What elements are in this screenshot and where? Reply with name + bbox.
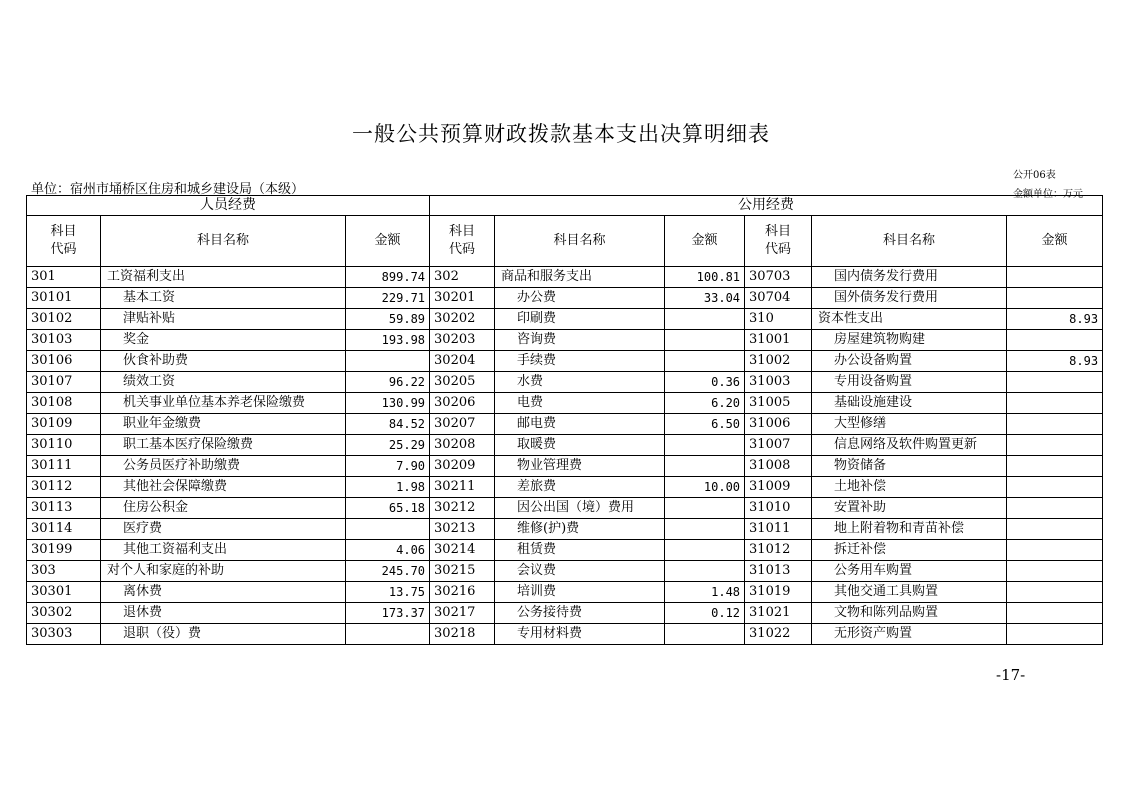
subject-name: 绩效工资 [101,372,346,393]
subject-code: 30215 [430,561,495,582]
subject-code: 30213 [430,519,495,540]
amount [665,309,745,330]
amount: 33.04 [665,288,745,309]
table-row [27,519,1103,540]
subject-name: 文物和陈列品购置 [812,603,1007,624]
subject-code: 30108 [27,393,101,414]
amount [665,456,745,477]
subject-code: 30111 [27,456,101,477]
amount [665,351,745,372]
amount: 229.71 [346,288,430,309]
subject-name: 无形资产购置 [812,624,1007,645]
group-public: 公用经费 [430,196,1103,216]
subject-name: 对个人和家庭的补助 [101,561,346,582]
subject-name: 基础设施建设 [812,393,1007,414]
subject-code: 31021 [745,603,812,624]
subject-code: 30208 [430,435,495,456]
amount [1007,498,1103,519]
subject-name: 住房公积金 [101,498,346,519]
amount: 0.12 [665,603,745,624]
subject-code: 30301 [27,582,101,603]
amount: 6.50 [665,414,745,435]
subject-name: 培训费 [495,582,665,603]
subject-code: 30109 [27,414,101,435]
subject-name: 专用设备购置 [812,372,1007,393]
header-amount: 金额 [1007,216,1103,267]
amount [1007,624,1103,645]
amount [1007,540,1103,561]
header-name: 科目名称 [812,216,1007,267]
table-row [27,540,1103,561]
amount [346,519,430,540]
subject-name: 专用材料费 [495,624,665,645]
subject-name: 资本性支出 [812,309,1007,330]
subject-name: 其他社会保障缴费 [101,477,346,498]
subject-code: 30113 [27,498,101,519]
amount: 13.75 [346,582,430,603]
amount: 65.18 [346,498,430,519]
table-row [27,267,1103,288]
subject-code: 30102 [27,309,101,330]
subject-code: 31011 [745,519,812,540]
header-amount: 金额 [346,216,430,267]
subject-code: 31002 [745,351,812,372]
amount [1007,435,1103,456]
amount [665,435,745,456]
subject-code: 30103 [27,330,101,351]
subject-code: 31006 [745,414,812,435]
subject-code: 301 [27,267,101,288]
table-row [27,372,1103,393]
subject-name: 其他工资福利支出 [101,540,346,561]
subject-name: 其他交通工具购置 [812,582,1007,603]
amount [1007,393,1103,414]
amount: 8.93 [1007,309,1103,330]
amount: 59.89 [346,309,430,330]
subject-name: 伙食补助费 [101,351,346,372]
subject-name: 拆迁补偿 [812,540,1007,561]
subject-name: 信息网络及软件购置更新 [812,435,1007,456]
amount [1007,414,1103,435]
amount: 899.74 [346,267,430,288]
amount [1007,603,1103,624]
table-row [27,624,1103,645]
amount: 193.98 [346,330,430,351]
amount [1007,561,1103,582]
subject-code: 30209 [430,456,495,477]
amount: 245.70 [346,561,430,582]
subject-name: 工资福利支出 [101,267,346,288]
subject-code: 30203 [430,330,495,351]
subject-code: 310 [745,309,812,330]
subject-name: 公务接待费 [495,603,665,624]
amount: 25.29 [346,435,430,456]
subject-name: 物资储备 [812,456,1007,477]
subject-name: 土地补偿 [812,477,1007,498]
table-row [27,498,1103,519]
subject-code: 30214 [430,540,495,561]
subject-code: 31013 [745,561,812,582]
amount: 6.20 [665,393,745,414]
subject-name: 会议费 [495,561,665,582]
table-row [27,309,1103,330]
subject-code: 31001 [745,330,812,351]
amount [346,351,430,372]
subject-code: 30303 [27,624,101,645]
subject-name: 津贴补贴 [101,309,346,330]
subject-code: 30199 [27,540,101,561]
subject-code: 30101 [27,288,101,309]
subject-code: 31007 [745,435,812,456]
subject-name: 公务用车购置 [812,561,1007,582]
subject-code: 30212 [430,498,495,519]
table-row [27,330,1103,351]
table-row [27,582,1103,603]
subject-name: 印刷费 [495,309,665,330]
subject-name: 国内债务发行费用 [812,267,1007,288]
subject-code: 30704 [745,288,812,309]
amount [1007,519,1103,540]
amount: 96.22 [346,372,430,393]
subject-name: 基本工资 [101,288,346,309]
subject-name: 手续费 [495,351,665,372]
subject-name: 职工基本医疗保险缴费 [101,435,346,456]
header-amount: 金额 [665,216,745,267]
header-name: 科目名称 [101,216,346,267]
amount: 1.98 [346,477,430,498]
amount [665,561,745,582]
expenditure-table [26,195,1103,645]
subject-name: 维修(护)费 [495,519,665,540]
page-title: 一般公共预算财政拨款基本支出决算明细表 [352,122,770,146]
subject-name: 公务员医疗补助缴费 [101,456,346,477]
subject-name: 职业年金缴费 [101,414,346,435]
subject-code: 30202 [430,309,495,330]
amount: 10.00 [665,477,745,498]
subject-name: 大型修缮 [812,414,1007,435]
table-row [27,351,1103,372]
subject-name: 地上附着物和青苗补偿 [812,519,1007,540]
subject-name: 因公出国（境）费用 [495,498,665,519]
subject-code: 30114 [27,519,101,540]
subject-name: 安置补助 [812,498,1007,519]
subject-code: 31003 [745,372,812,393]
table-row [27,561,1103,582]
subject-code: 30216 [430,582,495,603]
amount [1007,372,1103,393]
subject-name: 医疗费 [101,519,346,540]
subject-code: 31019 [745,582,812,603]
subject-name: 咨询费 [495,330,665,351]
page-number: -17- [996,666,1026,684]
amount [665,519,745,540]
subject-code: 30206 [430,393,495,414]
money-unit-label: 金额单位：万元 [1013,189,1083,200]
amount [1007,267,1103,288]
subject-name: 租赁费 [495,540,665,561]
table-row [27,477,1103,498]
amount: 100.81 [665,267,745,288]
amount [665,498,745,519]
subject-name: 办公费 [495,288,665,309]
subject-name: 取暖费 [495,435,665,456]
amount [346,624,430,645]
table-row [27,603,1103,624]
subject-code: 30110 [27,435,101,456]
table-row [27,435,1103,456]
table-row [27,414,1103,435]
column-header-row [27,216,1103,267]
subject-code: 30703 [745,267,812,288]
subject-code: 31010 [745,498,812,519]
amount: 0.36 [665,372,745,393]
amount: 8.93 [1007,351,1103,372]
subject-code: 31005 [745,393,812,414]
subject-code: 30201 [430,288,495,309]
unit-label: 单位：宿州市埇桥区住房和城乡建设局（本级） [31,182,305,197]
subject-code: 30204 [430,351,495,372]
amount: 4.06 [346,540,430,561]
amount [1007,456,1103,477]
amount [1007,477,1103,498]
amount: 7.90 [346,456,430,477]
amount [665,624,745,645]
subject-code: 30205 [430,372,495,393]
subject-name: 物业管理费 [495,456,665,477]
amount [1007,582,1103,603]
group-personnel: 人员经费 [27,196,430,216]
subject-code: 31012 [745,540,812,561]
header-code: 科目 代码 [430,216,495,267]
amount: 84.52 [346,414,430,435]
subject-code: 30207 [430,414,495,435]
amount [1007,288,1103,309]
table-row [27,288,1103,309]
table-row [27,393,1103,414]
subject-name: 邮电费 [495,414,665,435]
subject-name: 电费 [495,393,665,414]
subject-name: 奖金 [101,330,346,351]
subject-name: 退休费 [101,603,346,624]
subject-code: 30107 [27,372,101,393]
subject-code: 31008 [745,456,812,477]
subject-name: 退职（役）费 [101,624,346,645]
subject-code: 31022 [745,624,812,645]
subject-code: 30302 [27,603,101,624]
subject-name: 离休费 [101,582,346,603]
amount: 130.99 [346,393,430,414]
subject-name: 机关事业单位基本养老保险缴费 [101,393,346,414]
subject-name: 国外债务发行费用 [812,288,1007,309]
amount [665,540,745,561]
subject-code: 30112 [27,477,101,498]
subject-name: 水费 [495,372,665,393]
subject-code: 302 [430,267,495,288]
subject-code: 30211 [430,477,495,498]
subject-code: 31009 [745,477,812,498]
amount: 1.48 [665,582,745,603]
amount [665,330,745,351]
header-code: 科目 代码 [27,216,101,267]
subject-name: 办公设备购置 [812,351,1007,372]
form-number: 公开06表 [1013,170,1056,181]
subject-code: 30217 [430,603,495,624]
header-name: 科目名称 [495,216,665,267]
subject-name: 房屋建筑物购建 [812,330,1007,351]
subject-code: 30218 [430,624,495,645]
amount: 173.37 [346,603,430,624]
subject-code: 303 [27,561,101,582]
subject-code: 30106 [27,351,101,372]
table-row [27,456,1103,477]
header-code: 科目 代码 [745,216,812,267]
subject-name: 商品和服务支出 [495,267,665,288]
amount [1007,330,1103,351]
subject-name: 差旅费 [495,477,665,498]
group-header-row [27,196,1103,216]
